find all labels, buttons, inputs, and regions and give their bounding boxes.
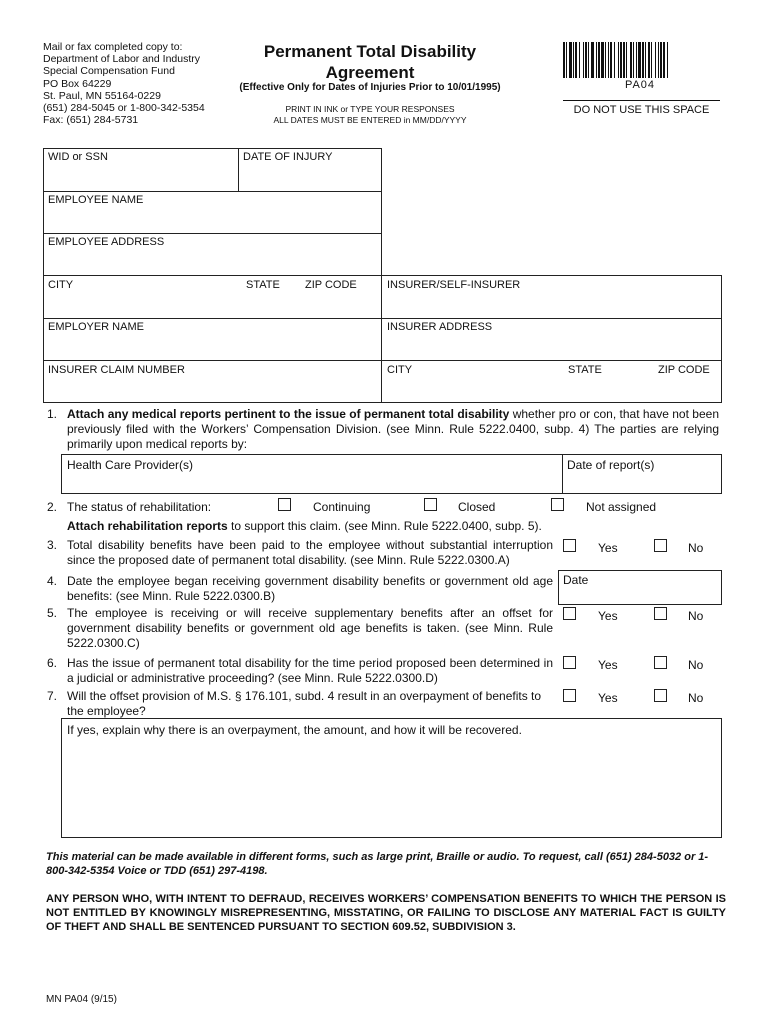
insurer-state-label: STATE bbox=[568, 364, 602, 376]
government-benefits-date-label: Date bbox=[563, 573, 589, 587]
question-4-number: 4. bbox=[47, 574, 58, 588]
question-5-number: 5. bbox=[47, 606, 58, 620]
question-7-text: Will the offset provision of M.S. § 176.101, subd. 4 result in an overpayment of benefits to the employee? bbox=[67, 689, 542, 718]
question-6-no-label: No bbox=[688, 658, 704, 672]
state-label: STATE bbox=[246, 279, 280, 291]
overpayment-explanation-label: If yes, explain why there is an overpayment, the amount, and how it will be recovered. bbox=[67, 723, 522, 737]
form-title-line2: Agreement bbox=[325, 63, 415, 82]
date-of-reports-label: Date of report(s) bbox=[567, 458, 655, 472]
question-3-number: 3. bbox=[47, 538, 58, 552]
print-instructions bbox=[225, 104, 515, 126]
question-2-rest-text: to support this claim. (see Minn. Rule 5222.0400, subp. 5). bbox=[227, 519, 542, 533]
city-label: CITY bbox=[48, 279, 74, 291]
employer-name-field[interactable] bbox=[43, 318, 382, 361]
address-line: Special Compensation Fund bbox=[43, 65, 175, 78]
address-line: Fax: (651) 284-5731 bbox=[43, 114, 139, 127]
question-2-number: 2. bbox=[47, 500, 58, 514]
insurer-label: INSURER/SELF-INSURER bbox=[387, 279, 521, 291]
health-care-provider-label: Health Care Provider(s) bbox=[67, 458, 194, 472]
question-6-yes-checkbox[interactable] bbox=[563, 656, 576, 669]
question-2-attachment-note bbox=[67, 519, 719, 534]
question-6-text: Has the issue of permanent total disability for the time period proposed been determined in a judicial or administrative proceeding? (see Minn. Rule 5222.0300.D) bbox=[67, 656, 553, 685]
question-3-yes-checkbox[interactable] bbox=[563, 539, 576, 552]
question-7-yes-label: Yes bbox=[598, 691, 618, 705]
question-2-bold-text: Attach rehabilitation reports bbox=[67, 519, 228, 533]
zip-code-label: ZIP CODE bbox=[305, 279, 357, 291]
question-5-yes-checkbox[interactable] bbox=[563, 607, 576, 620]
insurer-field[interactable] bbox=[381, 275, 722, 319]
office-use-divider bbox=[563, 100, 720, 101]
print-instruction-line: PRINT IN INK or TYPE YOUR RESPONSES bbox=[285, 104, 455, 114]
question-1-bold-text: Attach any medical reports pertinent to the issue of permanent total disability bbox=[67, 407, 510, 421]
question-1-text bbox=[67, 407, 719, 452]
question-7-no-label: No bbox=[688, 691, 704, 705]
address-line: Department of Labor and Industry bbox=[43, 53, 201, 66]
fraud-warning: ANY PERSON WHO, WITH INTENT TO DEFRAUD, RECEIVES WORKERS’ COMPENSATION BENEFITS TO WHICH THE PERSON IS NOT ENTITLED BY KNOWINGLY MISREPRESENTING, MISSTATING, OR FAILING TO DISCLOSE ANY MATERIAL FACT IS GUILTY OF THEFT AND SHALL BE SENTENCED PURSUANT TO SECTION 609.52, SUBDIVISION 3. bbox=[46, 893, 726, 933]
barcode-bar bbox=[668, 42, 669, 78]
insurer-claim-number-label: INSURER CLAIM NUMBER bbox=[48, 364, 185, 376]
form-number: MN PA04 (9/15) bbox=[46, 994, 117, 1005]
question-3-no-checkbox[interactable] bbox=[654, 539, 667, 552]
insurer-address-label: INSURER ADDRESS bbox=[387, 321, 493, 333]
barcode-label: PA04 bbox=[624, 79, 656, 91]
employee-address-label: EMPLOYEE ADDRESS bbox=[48, 236, 165, 248]
date-of-reports-field[interactable] bbox=[562, 454, 722, 494]
wid-ssn-field[interactable] bbox=[43, 148, 239, 192]
rehab-continuing-checkbox[interactable] bbox=[278, 498, 291, 511]
health-care-provider-field[interactable] bbox=[61, 454, 563, 494]
rehab-continuing-label: Continuing bbox=[313, 500, 371, 514]
question-5-no-label: No bbox=[688, 609, 704, 623]
address-line: PO Box 64229 bbox=[43, 77, 112, 90]
address-line: Mail or fax completed copy to: bbox=[43, 41, 183, 53]
question-7-yes-checkbox[interactable] bbox=[563, 689, 576, 702]
question-4-text: Date the employee began receiving government disability benefits or government old age benefits: (see Minn. Rule 5222.0300.B) bbox=[67, 574, 553, 603]
question-2-text: The status of rehabilitation: bbox=[67, 500, 212, 514]
insurer-zip-code-label: ZIP CODE bbox=[658, 364, 710, 376]
address-line: St. Paul, MN 55164-0229 bbox=[43, 89, 161, 102]
government-benefits-date-field[interactable] bbox=[558, 570, 722, 605]
wid-ssn-label: WID or SSN bbox=[48, 151, 108, 163]
insurer-city-label: CITY bbox=[387, 364, 413, 376]
employee-city-state-zip-field[interactable] bbox=[43, 275, 382, 319]
print-instruction-line: ALL DATES MUST BE ENTERED in MM/DD/YYYY bbox=[273, 115, 467, 125]
office-use-notice: DO NOT USE THIS SPACE bbox=[573, 104, 710, 116]
address-line: (651) 284-5045 or 1-800-342-5354 bbox=[43, 102, 205, 115]
form-title-line1: Permanent Total Disability bbox=[263, 42, 477, 61]
employer-name-label: EMPLOYER NAME bbox=[48, 321, 144, 333]
question-7-number: 7. bbox=[47, 689, 58, 703]
rehab-not-assigned-checkbox[interactable] bbox=[551, 498, 564, 511]
question-6-no-checkbox[interactable] bbox=[654, 656, 667, 669]
question-3-yes-label: Yes bbox=[598, 541, 618, 555]
question-7-no-checkbox[interactable] bbox=[654, 689, 667, 702]
question-6-yes-label: Yes bbox=[598, 658, 618, 672]
question-1-rest-text: whether pro or con, that have not been previously filed with the Workers’ Compensation Division. (see Minn. Rule 5222.0400, subp. 4) The parties are relying primarily upon medical reports by: bbox=[67, 407, 719, 451]
question-5-text: The employee is receiving or will receive supplementary benefits after an offset for government disability benefits or government old age benefits is taken. (see Minn. Rule 5222.0300.C) bbox=[67, 606, 553, 650]
rehab-closed-checkbox[interactable] bbox=[424, 498, 437, 511]
question-1-number: 1. bbox=[47, 407, 58, 421]
accessibility-notice: This material can be made available in different forms, such as large print, Braille or audio. To request, call (651) 284-5032 or 1-800-342-5354 Voice or TDD (651) 297-4198. bbox=[46, 851, 709, 877]
date-of-injury-field[interactable] bbox=[238, 148, 382, 192]
question-3-no-label: No bbox=[688, 541, 704, 555]
insurer-city-state-zip-field[interactable] bbox=[381, 360, 722, 403]
question-6-number: 6. bbox=[47, 656, 58, 670]
employee-address-field[interactable] bbox=[43, 233, 382, 276]
overpayment-explanation-field[interactable] bbox=[61, 718, 722, 838]
question-5-yes-label: Yes bbox=[598, 609, 618, 623]
mailing-address bbox=[43, 41, 205, 126]
employee-name-label: EMPLOYEE NAME bbox=[48, 194, 144, 206]
rehab-closed-label: Closed bbox=[458, 500, 496, 514]
form-title bbox=[225, 41, 515, 83]
question-5-no-checkbox[interactable] bbox=[654, 607, 667, 620]
employee-name-field[interactable] bbox=[43, 191, 382, 234]
date-of-injury-label: DATE OF INJURY bbox=[243, 151, 333, 163]
barcode bbox=[563, 42, 718, 78]
rehab-not-assigned-label: Not assigned bbox=[586, 500, 657, 514]
insurer-claim-number-field[interactable] bbox=[43, 360, 382, 403]
question-3-text: Total disability benefits have been paid to the employee without substantial interruption since the proposed date of permanent total disability. (see Minn. Rule 5222.0300.A) bbox=[67, 538, 553, 567]
form-subtitle: (Effective Only for Dates of Injuries Prior to 10/01/1995) bbox=[239, 82, 501, 93]
insurer-address-field[interactable] bbox=[381, 318, 722, 361]
